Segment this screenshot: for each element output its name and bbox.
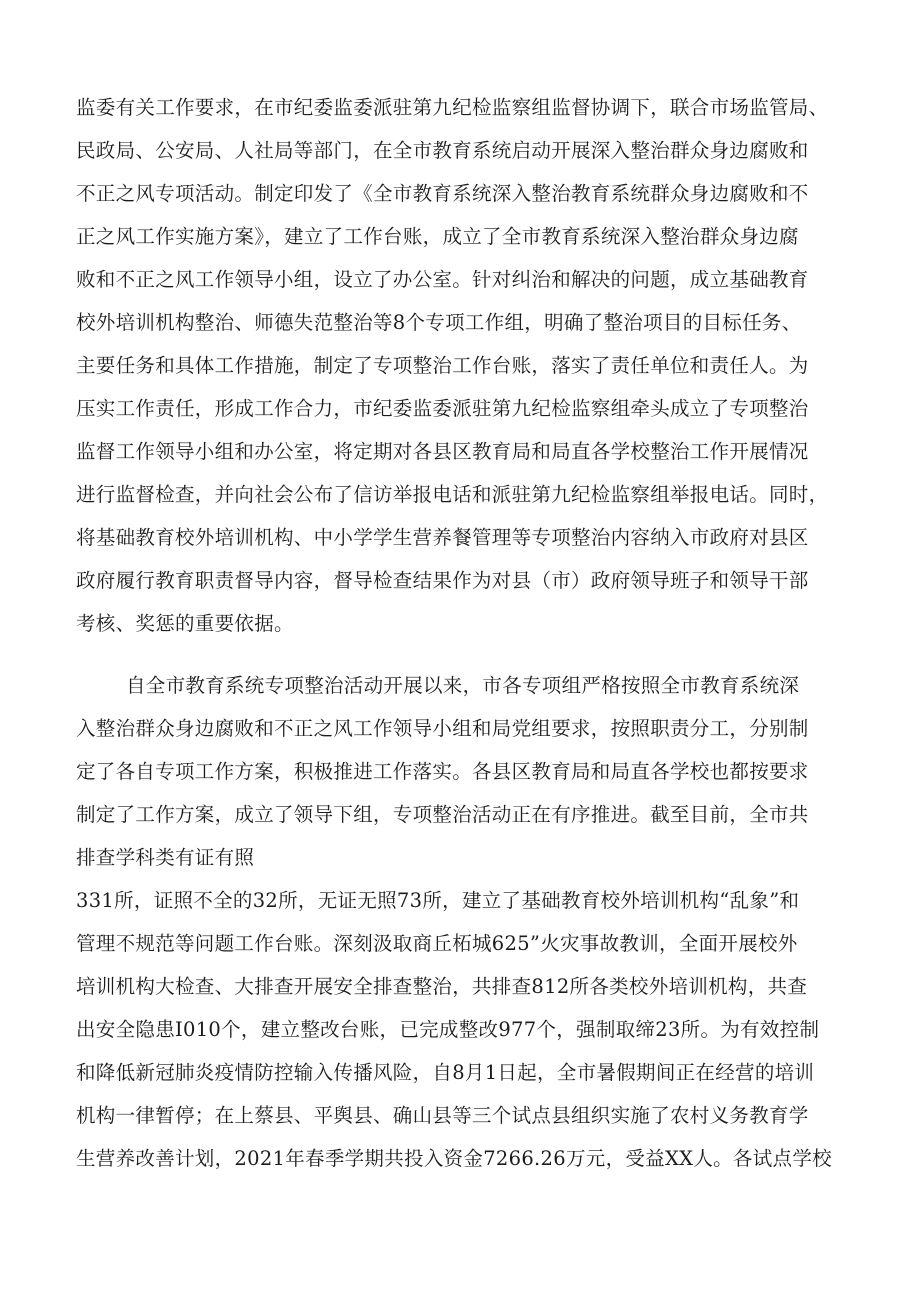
paragraph-1-line-12: 政府履行教育职责督导内容，督导检查结果作为对县（市）政府领导班子和领导干部: [76, 569, 809, 592]
paragraph-2-line-3: 定了各自专项工作方案，积极推进工作落实。各县区教育局和局直各学校也都按要求: [76, 760, 809, 783]
paragraph-1-line-4: 正之风工作实施方案》，建立了工作台账，成立了全市教育系统深入整治群众身边腐: [76, 225, 799, 248]
paragraph-2-line-11: 机构一律暂停；在上蔡县、平舆县、确山县等三个试点县组织实施了农村义务教育学: [76, 1104, 809, 1127]
paragraph-2-line-8: 培训机构大检查、大排查开展安全排查整治，共排查812所各类校外培训机构，共查: [76, 975, 808, 998]
paragraph-1-line-11: 将基础教育校外培训机构、中小学学生营养餐管理等专项整治内容纳入市政府对县区: [76, 526, 809, 549]
paragraph-1-line-13: 考核、奖惩的重要依据。: [76, 612, 294, 635]
paragraph-1-line-10: 进行监督检查，并向社会公布了信访举报电话和派驻第九纪检监察组举报电话。同时，: [76, 483, 829, 506]
paragraph-1-line-7: 主要任务和具体工作措施，制定了专项整治工作台账，落实了责任单位和责任人。为: [76, 354, 809, 377]
paragraph-1-line-1: 监委有关工作要求，在市纪委监委派驻第九纪检监察组监督协调下，联合市场监管局、: [76, 96, 829, 119]
paragraph-2-line-9: 出安全隐患I010个，建立整改台账，已完成整改977个，强制取缔23所。为有效控制: [76, 1018, 820, 1041]
paragraph-2-line-2: 入整治群众身边腐败和不正之风工作领导小组和局党组要求，按照职责分工，分别制: [76, 717, 809, 740]
paragraph-2-line-4: 制定了工作方案，成立了领导下组，专项整治活动正在有序推进。截至目前，全市共: [76, 803, 809, 826]
paragraph-1-line-2: 民政局、公安局、人社局等部门，在全市教育系统启动开展深入整治群众身边腐败和: [76, 139, 809, 162]
paragraph-2-line-6: 331所，证照不全的32所，无证无照73所，建立了基础教育校外培训机构“乱象”和: [76, 889, 800, 912]
paragraph-2-line-12: 生营养改善计划，2021年春季学期共投入资金7266.26万元，受益XX人。各试点学校: [76, 1147, 832, 1170]
paragraph-1-line-3: 不正之风专项活动。制定印发了《全市教育系统深入整治教育系统群众身边腐败和不: [76, 182, 809, 205]
paragraph-1-line-8: 压实工作责任，形成工作合力，市纪委监委派驻第九纪检监察组牵头成立了专项整治: [76, 397, 809, 420]
paragraph-1-line-5: 败和不正之风工作领导小组，设立了办公室。针对纠治和解决的问题，成立基础教育: [76, 268, 809, 291]
paragraph-2-line-1: 自全市教育系统专项整治活动开展以来，市各专项组严格按照全市教育系统深: [126, 674, 800, 697]
paragraph-1-line-6: 校外培训机构整治、师德失范整治等8个专项工作组，明确了整治项目的目标任务、: [76, 311, 802, 334]
paragraph-1-line-9: 监督工作领导小组和办公室，将定期对各县区教育局和局直各学校整治工作开展情况: [76, 440, 809, 463]
paragraph-2-line-5: 排查学科类有证有照: [76, 846, 255, 869]
paragraph-2-line-10: 和降低新冠肺炎疫情防控输入传播风险，自8月1日起，全市暑假期间正在经营的培训: [76, 1061, 815, 1084]
paragraph-2-line-7: 管理不规范等问题工作台账。深刻汲取商丘柘城625”火灾事故教训，全面开展校外: [76, 932, 798, 955]
document-body: [76, 0, 882, 1301]
